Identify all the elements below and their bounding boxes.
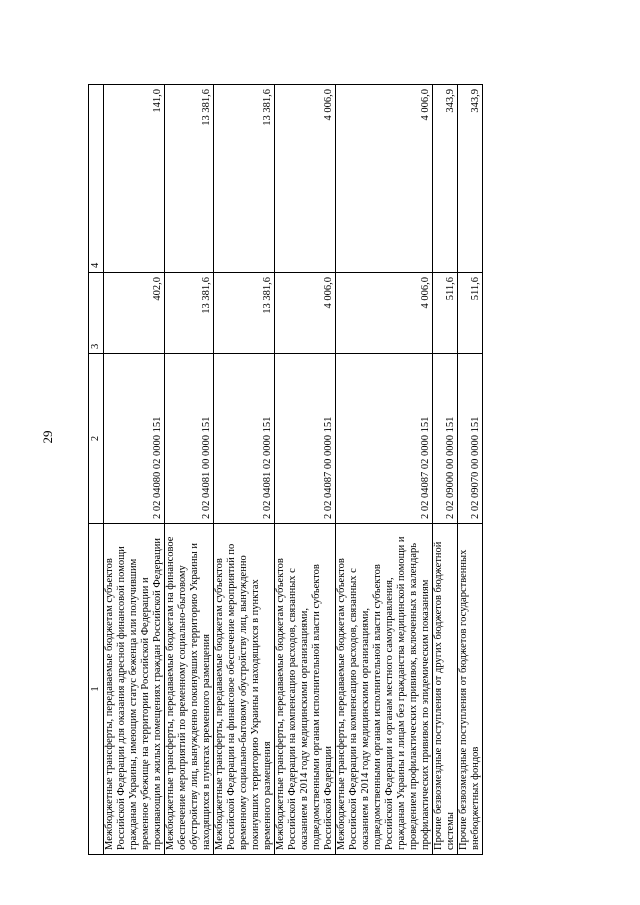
row-description: Прочие безвозмездные поступления от других бюджетов бюджетной системы	[433, 524, 458, 855]
row-value-col4: 4 006,0	[336, 85, 433, 273]
page-number: 29	[40, 430, 55, 444]
rotated-table-container	[88, 85, 545, 855]
row-value-col4: 141,0	[104, 85, 165, 273]
row-description: Прочие безвозмездные поступления от бюджетов государственных внебюджетных фондов	[458, 524, 483, 855]
row-description: Межбюджетные трансферты, передаваемые бюджетам субъектов Российской Федерации для оказания адресной финансовой помощи гражданам Украины, имеющим статус беженца или получившим временное убежище на территории Российской Федерации и проживающим в жилых помещениях граждан Российской Федерации	[104, 524, 165, 855]
table-row	[104, 85, 165, 855]
header-cell-1: 1	[89, 524, 104, 855]
table-row	[336, 85, 433, 855]
header-row	[89, 85, 104, 855]
row-value-col4: 4 006,0	[275, 85, 336, 273]
row-description: Межбюджетные трансферты, передаваемые бюджетам субъектов Российской Федерации на компенсацию расходов, связанных с оказанием в 2014 году медицинскими организациями, подведомственными органам исполнительной власти субъектов Российской Федерации и органам местного самоуправления, гражданам Украины и лицам без гражданства медицинской помощи и проведением профилактических прививок, включенных в календарь профилактических прививок по эпидемическим показаниям	[336, 524, 433, 855]
row-value-col3: 511,6	[433, 273, 458, 354]
row-value-col4: 343,9	[458, 85, 483, 273]
header-cell-2: 2	[89, 354, 104, 524]
row-code: 2 02 09070 00 0000 151	[458, 354, 483, 524]
row-code: 2 02 04087 00 0000 151	[275, 354, 336, 524]
row-code: 2 02 09000 00 0000 151	[433, 354, 458, 524]
row-code: 2 02 04080 02 0000 151	[104, 354, 165, 524]
budget-table	[88, 84, 483, 855]
table-row	[165, 85, 214, 855]
table-row	[214, 85, 275, 855]
row-value-col4: 343,9	[433, 85, 458, 273]
row-code: 2 02 04081 00 0000 151	[165, 354, 214, 524]
row-code: 2 02 04087 02 0000 151	[336, 354, 433, 524]
row-value-col3: 13 381,6	[214, 273, 275, 354]
row-value-col3: 4 006,0	[336, 273, 433, 354]
row-value-col3: 4 006,0	[275, 273, 336, 354]
row-description: Межбюджетные трансферты, передаваемые бюджетам субъектов Российской Федерации на финансовое обеспечение мероприятий по временному социально-бытовому обустройству лиц, вынужденно покинувших территорию Украины и находящихся в пунктах временного размещения	[214, 524, 275, 855]
table-row	[433, 85, 458, 855]
row-description: Межбюджетные трансферты, передаваемые бюджетам на финансовое обеспечение мероприятий по временному социально-бытовому обустройству лиц, вынужденно покинувших территорию Украины и находящихся в пунктах временного размещения	[165, 524, 214, 855]
table-row	[458, 85, 483, 855]
row-value-col3: 402,0	[104, 273, 165, 354]
header-cell-3: 3	[89, 273, 104, 354]
row-value-col4: 13 381,6	[214, 85, 275, 273]
row-code: 2 02 04081 02 0000 151	[214, 354, 275, 524]
row-value-col3: 511,6	[458, 273, 483, 354]
row-value-col3: 13 381,6	[165, 273, 214, 354]
table-row	[275, 85, 336, 855]
header-cell-4: 4	[89, 85, 104, 273]
row-description: Межбюджетные трансферты, передаваемые бюджетам субъектов Российской Федерации на компенсацию расходов, связанных с оказанием в 2014 году медицинскими организациями, подведомственными органам исполнительной власти субъектов Российской Федерации	[275, 524, 336, 855]
row-value-col4: 13 381,6	[165, 85, 214, 273]
